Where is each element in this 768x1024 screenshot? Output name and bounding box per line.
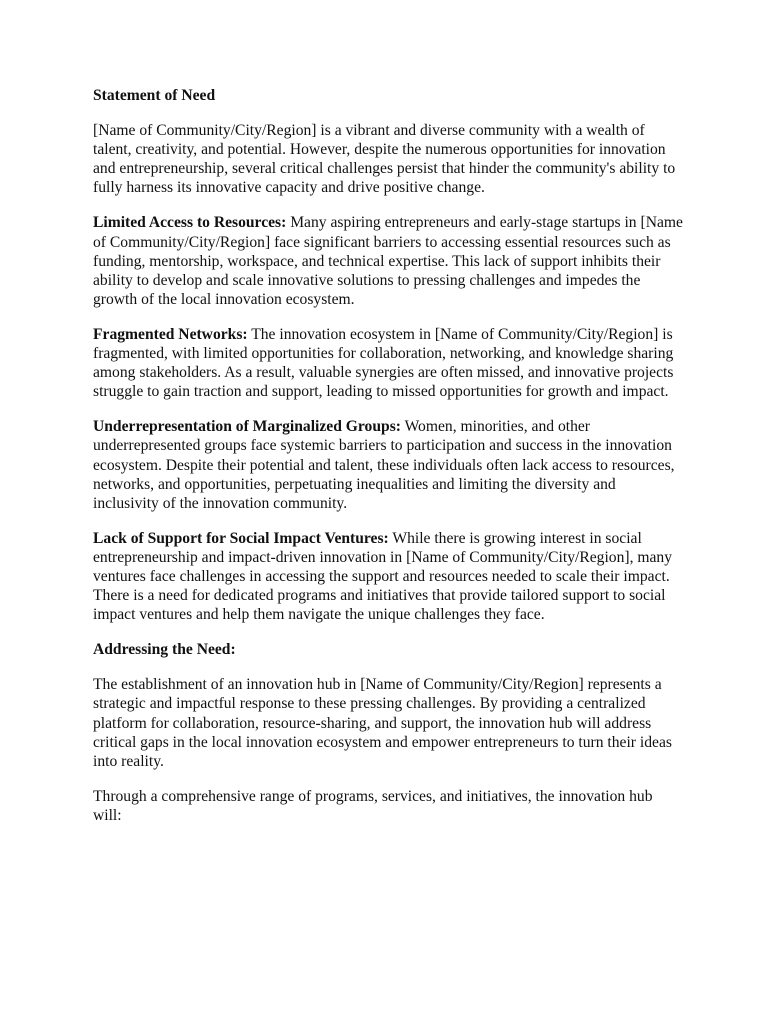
challenge-limited-access <box>93 213 683 308</box>
challenge-lead: Fragmented Networks: <box>93 325 248 343</box>
challenge-underrepresentation <box>93 417 683 512</box>
challenge-fragmented-networks <box>93 325 683 401</box>
challenge-social-impact <box>93 529 683 624</box>
challenge-text: Women, minorities, and other underrepresented groups face systemic barriers to participation and success in the innovation ecosystem. Despite their potential and talent, these individuals often lack access to resources, networks, and opportunities, perpetuating inequalities and limiting the diversity and inclusivity of the innovation community. <box>93 418 675 512</box>
closing-paragraph: Through a comprehensive range of programs, services, and initiatives, the innovation hub will: <box>93 787 653 824</box>
challenge-text: While there is growing interest in social entrepreneurship and impact-driven innovation in [Name of Community/City/Region], many ventures face challenges in accessing the support and resources needed to scale their impact. There is a need for dedicated programs and initiatives that provide tailored support to social impact ventures and help them navigate the unique challenges they face. <box>93 529 673 624</box>
intro-paragraph: [Name of Community/City/Region] is a vibrant and diverse community with a wealth of talent, creativity, and potential. However, despite the numerous opportunities for innovation and entrepreneurship, several critical challenges persist that hinder the community's ability to fully harness its innovative capacity and drive positive change. <box>93 122 676 197</box>
challenge-text: Many aspiring entrepreneurs and early-stage startups in [Name of Community/City/Region] face significant barriers to accessing essential resources such as funding, mentorship, workspace, and technical expertise. This lack of support inhibits their ability to develop and scale innovative solutions to pressing challenges and impedes the growth of the local innovation ecosystem. <box>93 214 683 308</box>
challenge-lead: Lack of Support for Social Impact Ventures: <box>93 529 389 547</box>
challenge-lead: Underrepresentation of Marginalized Groups: <box>93 418 401 436</box>
statement-of-need-heading: Statement of Need <box>93 87 216 104</box>
challenge-text: The innovation ecosystem in [Name of Community/City/Region] is fragmented, with limited opportunities for collaboration, networking, and knowledge sharing among stakeholders. As a result, valuable synergies are often missed, and innovative projects struggle to gain traction and support, leading to missed opportunities for growth and impact. <box>93 325 674 401</box>
addressing-need-heading: Addressing the Need: <box>93 641 236 659</box>
challenge-lead: Limited Access to Resources: <box>93 214 287 232</box>
addressing-paragraph: The establishment of an innovation hub in [Name of Community/City/Region] represents a strategic and impactful response to these pressing challenges. By providing a centralized platform for collaboration, resource-sharing, and support, the innovation hub will address critical gaps in the local innovation ecosystem and empower entrepreneurs to turn their ideas into reality. <box>93 676 672 770</box>
document-page <box>93 86 683 841</box>
